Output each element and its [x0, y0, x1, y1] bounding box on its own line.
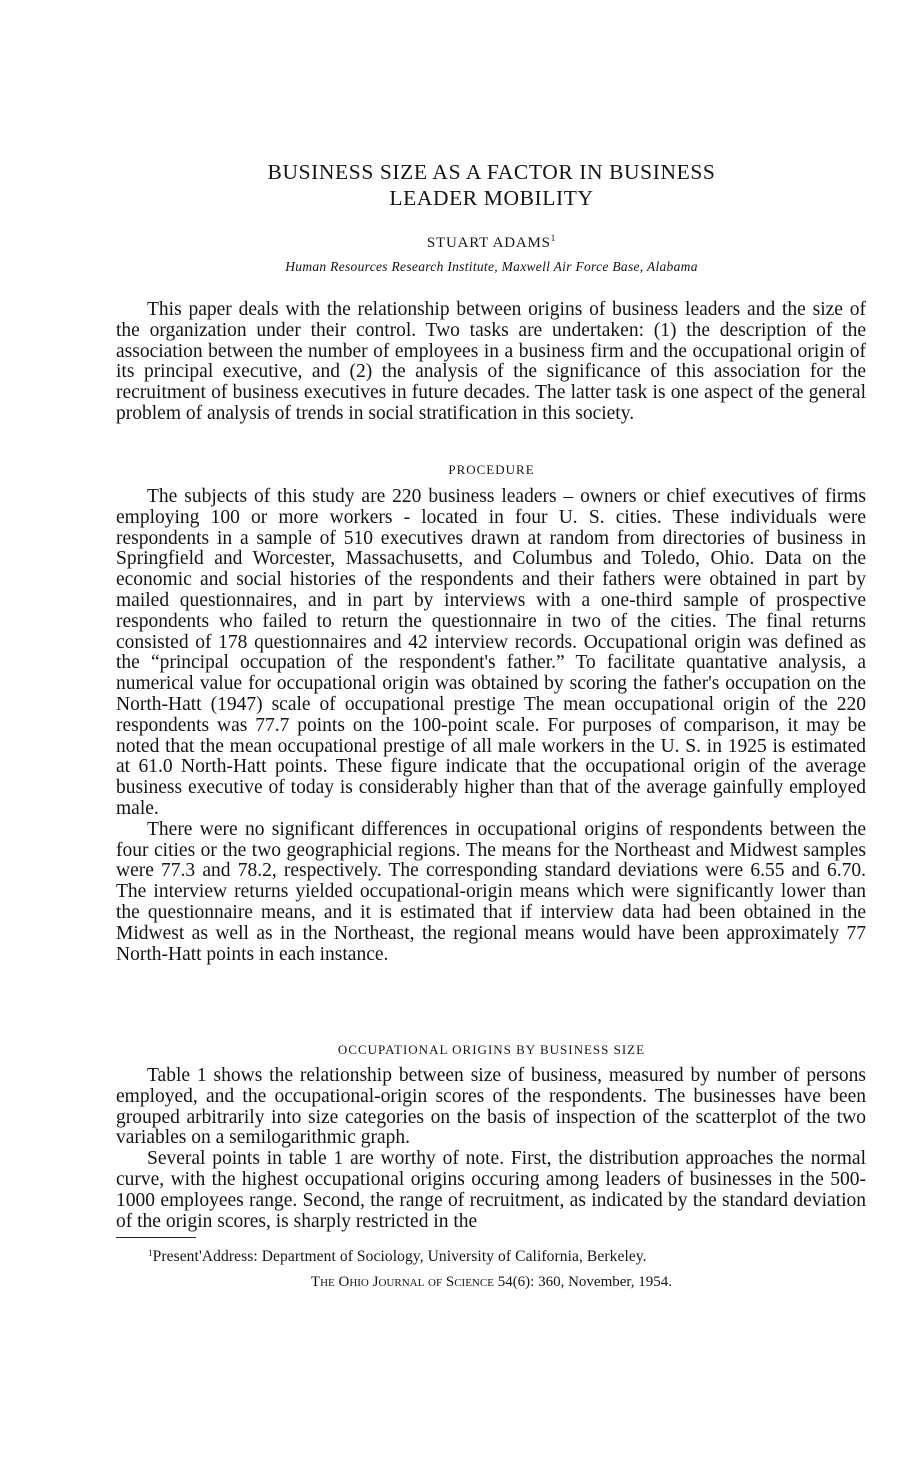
procedure-heading: PROCEDURE — [448, 462, 535, 477]
origins-section — [116, 1066, 866, 1232]
journal-name: The Ohio Journal of Science — [310, 1274, 494, 1290]
author-footnote-mark: 1 — [550, 233, 557, 243]
footnote — [148, 1248, 647, 1266]
footnote-text: Present'Address: Department of Sociology, University of California, Berkeley. — [152, 1248, 647, 1265]
intro-paragraph: This paper deals with the relationship between origins of business leaders and the size of the organization under their control. Two tasks are undertaken: (1) the description of the association between the number of employees in a business firm and the occupational origin of its principal executive, and (2) the analysis of the significance of this association for the recruitment of business executives in future decades. The latter task is one aspect of the general problem of analysis of trends in social stratification in this society. — [116, 299, 866, 424]
footnote-rule — [116, 1237, 196, 1238]
procedure-paragraph-1: The subjects of this study are 220 business leaders – owners or chief executives of firms employing 100 or more workers - located in four U. S. cities. These individuals were respondents in a sample of 510 executives drawn at random from directories of business in Springfield and Worcester, Massachusetts, and Columbus and Toledo, Ohio. Data on the economic and social histories of the respondents and their fathers were obtained in part by mailed questionnaires, and in part by interviews with a one-third sample of prospective respondents who failed to return the questionnaire in two of the cities. The final returns consisted of 178 questionnaires and 42 interview records. Occupational origin was defined as the “principal occupation of the respondent's father.” To facilitate quantative analysis, a numerical value for occupational origin was obtained by scoring the father's occupation on the North-Hatt (1947) scale of occupational prestige The mean occupational origin of the 220 respondents was 77.7 points on the 100-point scale. For purposes of comparison, it may be noted that the mean occupational prestige of all male workers in the U. S. in 1925 is estimated at 61.0 North-Hatt points. These figure indicate that the occupational origin of the average business executive of today is considerably higher than that of the average gainfully employed male. — [116, 486, 866, 819]
article-title — [0, 159, 905, 211]
origins-paragraph-1: Table 1 shows the relationship between size of business, measured by number of persons employed, and the occupational-origin scores of the respondents. The businesses have been grouped arbitrarily into size categories on the basis of inspection of the scatterplot of the two variables on a semilogarithmic graph. — [116, 1065, 866, 1149]
intro-section — [116, 300, 866, 425]
origins-paragraph-2: Several points in table 1 are worthy of note. First, the distribution approaches the normal curve, with the highest occupational origins occuring among leaders of businesses in the 500-1000 employees range. Second, the range of recruitment, as indicated by the standard deviation of the origin scores, is sharply restricted in the — [116, 1148, 866, 1232]
author-name: STUART ADAMS — [426, 235, 551, 251]
footnote-mark: 1 — [148, 1248, 153, 1258]
author-affiliation: Human Resources Research Institute, Maxwell Air Force Base, Alabama — [285, 259, 698, 274]
journal-citation — [0, 1274, 905, 1291]
procedure-paragraph-2: There were no significant differences in occupational origins of respondents between the four cities or the two geographicial regions. The means for the Northeast and Midwest samples were 77.3 and 78.2, respectively. The corresponding standard deviations were 6.55 and 6.70. The interview returns yielded occupational-origin means which were significantly lower than the questionnaire means, and it is estimated that if interview data had been obtained in the Midwest as well as in the Northeast, the regional means would have been approximately 77 North-Hatt points in each instance. — [116, 818, 866, 965]
title-line-2: LEADER MOBILITY — [389, 186, 594, 210]
title-line-1: BUSINESS SIZE AS A FACTOR IN BUSINESS — [267, 160, 716, 184]
author-line — [0, 233, 905, 252]
origins-heading: OCCUPATIONAL ORIGINS BY BUSINESS SIZE — [337, 1042, 646, 1057]
procedure-section — [116, 487, 866, 965]
journal-issue: 54(6): 360, November, 1954. — [497, 1274, 673, 1290]
